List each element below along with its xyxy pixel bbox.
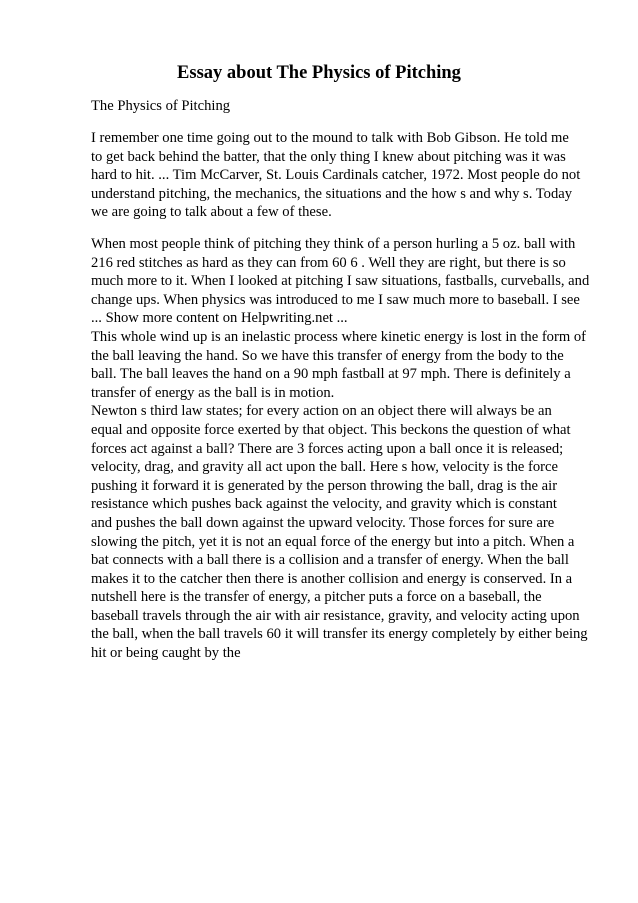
text-line: pushing it forward it is generated by the person throwing the ball, drag is the air	[91, 477, 558, 494]
text-line: baseball travels through the air with air resistance, gravity, and velocity acting upon	[91, 607, 580, 624]
text-line: Newton s third law states; for every action on an object there will always be an	[91, 403, 552, 420]
text-line: resistance which pushes back against the velocity, and gravity which is constant	[91, 496, 557, 513]
text-line: nutshell here is the transfer of energy, a pitcher puts a force on a baseball, the	[91, 589, 542, 606]
text-line: hit or being caught by the	[91, 645, 241, 662]
text-line: When most people think of pitching they think of a person hurling a 5 oz. ball with	[91, 236, 576, 252]
text-line: ball. The ball leaves the hand on a 90 mph fastball at 97 mph. There is definitely a	[91, 366, 571, 383]
text-line: hard to hit. ... Tim McCarver, St. Louis Cardinals catcher, 1972. Most people do not	[91, 167, 581, 184]
text-line: and pushes the ball down against the upward velocity. Those forces for sure are	[91, 514, 555, 531]
text-line: velocity, drag, and gravity all act upon the ball. Here s how, velocity is the force	[91, 459, 558, 476]
text-line: This whole wind up is an inelastic process where kinetic energy is lost in the form of	[91, 328, 586, 345]
text-line: I remember one time going out to the mound to talk with Bob Gibson. He told me	[91, 130, 569, 146]
text-line: change ups. When physics was introduced to me I saw much more to baseball. I see	[91, 291, 580, 308]
text-line: to get back behind the batter, that the only thing I knew about pitching was it was	[91, 148, 566, 165]
text-line: equal and opposite force exerted by that object. This beckons the question of what	[91, 421, 571, 438]
text-line: ... Show more content on Helpwriting.net ...	[91, 310, 348, 327]
text-line: forces act against a ball? There are 3 forces acting upon a ball once it is released;	[91, 440, 564, 457]
text-line: much more to it. When I looked at pitching I saw situations, fastballs, curveballs, and	[91, 273, 590, 290]
paragraph-intro	[91, 129, 591, 222]
document-subtitle: The Physics of Pitching	[91, 98, 231, 114]
paragraph-main	[91, 235, 591, 663]
text-line: slowing the pitch, yet it is not an equal force of the energy but into a pitch. When a	[91, 533, 575, 550]
text-line: understand pitching, the mechanics, the situations and the how s and why s. Today	[91, 185, 573, 202]
text-line: bat connects with a ball there is a collision and a transfer of energy. When the ball	[91, 552, 569, 569]
text-line: 216 red stitches as hard as they can from 60 6 . Well they are right, but there is so	[91, 254, 566, 271]
text-line: transfer of energy as the ball is in motion.	[91, 384, 335, 401]
text-line: the ball, when the ball travels 60 it will transfer its energy completely by either being	[91, 626, 588, 643]
text-line: the ball leaving the hand. So we have this transfer of energy from the body to the	[91, 347, 564, 364]
text-line: makes it to the catcher then there is another collision and energy is conserved. In a	[91, 570, 573, 587]
document-title: Essay about The Physics of Pitching	[177, 63, 461, 83]
text-line: we are going to talk about a few of these.	[91, 204, 332, 221]
